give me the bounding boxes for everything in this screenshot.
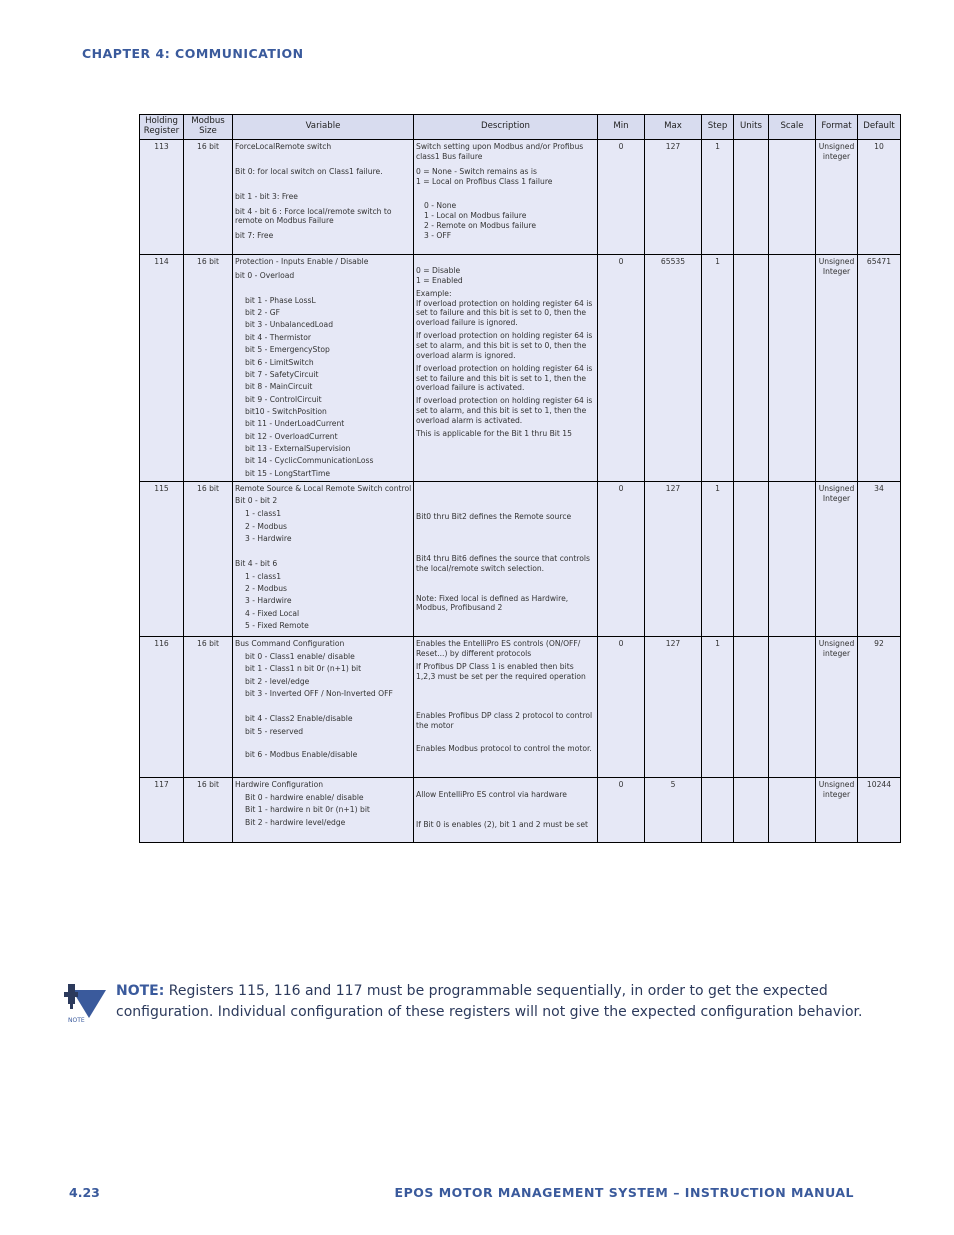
table-row	[140, 778, 901, 843]
format-cell: Unsigned integer	[816, 778, 858, 843]
description-line: Enables Modbus protocol to control the motor.	[416, 744, 592, 754]
note-body: Registers 115, 116 and 117 must be programmable sequentially, in order to get the expected configuration. Individual configuration of these registers will not give the expected configuration behavior.	[116, 983, 863, 1020]
scale-cell	[769, 778, 816, 843]
size-cell: 16 bit	[184, 637, 233, 778]
default-cell: 65471	[858, 255, 901, 482]
description-line: 0 = None - Switch remains as is	[416, 166, 537, 176]
variable-line: bit 7 - SafetyCircuit	[245, 369, 319, 379]
variable-line: bit 4 - bit 6 : Force local/remote switch to remote on Modbus Failure	[235, 206, 392, 226]
description-cell	[414, 255, 598, 482]
description-line: Example:	[416, 288, 452, 298]
col-header: Max	[645, 115, 702, 140]
scale-cell	[769, 255, 816, 482]
col-header: Holding Register	[140, 115, 184, 140]
variable-line: ForceLocalRemote switch	[235, 142, 332, 151]
description-line: 2 - Remote on Modbus failure	[424, 221, 536, 231]
register-cell: 116	[140, 637, 184, 778]
table-header-row	[140, 115, 901, 140]
max-cell: 65535	[645, 255, 702, 482]
variable-line: 2 - Modbus	[245, 521, 288, 531]
table-row	[140, 482, 901, 637]
min-cell: 0	[598, 482, 645, 637]
variable-line: bit 9 - ControlCircuit	[245, 394, 322, 404]
variable-line: bit 14 - CyclicCommunicationLoss	[245, 456, 374, 466]
variable-line: bit 1 - bit 3: Free	[235, 191, 298, 201]
description-cell	[414, 778, 598, 843]
description-line: If overload protection on holding register 64 is set to alarm, and this bit is set to 0, then the overload alarm is ignored.	[416, 331, 593, 360]
step-cell: 1	[702, 255, 734, 482]
units-cell	[734, 140, 769, 255]
format-cell: Unsigned Integer	[816, 255, 858, 482]
variable-line: Protection - Inputs Enable / Disable	[235, 257, 369, 266]
col-header: Description	[414, 115, 598, 140]
size-cell: 16 bit	[184, 255, 233, 482]
col-header: Modbus Size	[184, 115, 233, 140]
variable-line: bit 5 - reserved	[245, 726, 304, 736]
step-cell: 1	[702, 140, 734, 255]
variable-line: Hardwire Configuration	[235, 780, 324, 789]
size-cell: 16 bit	[184, 778, 233, 843]
max-cell: 127	[645, 482, 702, 637]
variable-line: 2 - Modbus	[245, 584, 288, 594]
default-cell: 10244	[858, 778, 901, 843]
col-header: Format	[816, 115, 858, 140]
register-table	[139, 114, 901, 843]
variable-line: bit 0 - Overload	[235, 270, 295, 280]
description-line: If Bit 0 is enables (2), bit 1 and 2 must be set	[416, 819, 589, 829]
description-line: If Profibus DP Class 1 is enabled then bits 1,2,3 must be set per the required operation	[416, 661, 586, 681]
manual-title: EPOS MOTOR MANAGEMENT SYSTEM – INSTRUCTION MANUAL	[394, 1185, 854, 1200]
note-label: NOTE:	[116, 983, 165, 999]
step-cell: 1	[702, 482, 734, 637]
variable-line: bit 3 - Inverted OFF / Non-Inverted OFF	[245, 688, 393, 698]
variable-line: bit 13 - ExternalSupervision	[245, 444, 351, 454]
col-header: Variable	[233, 115, 414, 140]
variable-line: 5 - Fixed Remote	[245, 621, 309, 631]
variable-line: bit 1 - Class1 n bit 0r (n+1) bit	[245, 664, 362, 674]
note-icon	[64, 982, 108, 1024]
note-paragraph	[116, 981, 916, 1023]
scale-cell	[769, 482, 816, 637]
register-cell: 117	[140, 778, 184, 843]
table-row	[140, 637, 901, 778]
max-cell: 127	[645, 637, 702, 778]
register-cell: 113	[140, 140, 184, 255]
variable-line: Bit 2 - hardwire level/edge	[245, 817, 346, 827]
default-cell: 92	[858, 637, 901, 778]
description-line: 3 - OFF	[424, 231, 452, 241]
variable-line: Bit 0 - bit 2	[235, 496, 278, 506]
description-cell	[414, 482, 598, 637]
description-line: If overload protection on holding register 64 is set to alarm, and this bit is set to 1, then the overload alarm is activated.	[416, 396, 593, 426]
variable-line: bit 2 - level/edge	[245, 676, 310, 686]
variable-line: bit 3 - UnbalancedLoad	[245, 320, 334, 330]
description-line: 1 = Enabled	[416, 275, 463, 285]
variable-line: 3 - Hardwire	[245, 596, 292, 606]
variable-line: Bus Command Configuration	[235, 639, 345, 648]
description-line: Enables Profibus DP class 2 protocol to control the motor	[416, 711, 593, 731]
min-cell: 0	[598, 140, 645, 255]
variable-line: bit 0 - Class1 enable/ disable	[245, 651, 355, 661]
chapter-heading: CHAPTER 4: COMMUNICATION	[82, 46, 304, 61]
variable-line: bit 4 - Thermistor	[245, 332, 312, 342]
variable-line: bit 5 - EmergencyStop	[245, 345, 330, 355]
scale-cell	[769, 140, 816, 255]
table-row	[140, 140, 901, 255]
variable-line: bit 6 - Modbus Enable/disable	[245, 749, 358, 759]
min-cell: 0	[598, 637, 645, 778]
max-cell: 5	[645, 778, 702, 843]
description-line: Switch setting upon Modbus and/or Profibus class1 Bus failure	[416, 142, 584, 161]
description-line: Allow EntelliPro ES control via hardware	[416, 790, 567, 799]
description-line: 1 = Local on Profibus Class 1 failure	[416, 176, 553, 186]
size-cell: 16 bit	[184, 140, 233, 255]
variable-line: bit 11 - UnderLoadCurrent	[245, 419, 345, 429]
max-cell: 127	[645, 140, 702, 255]
format-cell: Unsigned Integer	[816, 482, 858, 637]
description-cell	[414, 140, 598, 255]
description-line: If overload protection on holding register 64 is set to failure and this bit is set to 1, then the overload failure is activated.	[416, 363, 593, 393]
units-cell	[734, 482, 769, 637]
variable-line: bit 8 - MainCircuit	[245, 382, 313, 392]
variable-line: bit 7: Free	[235, 231, 274, 241]
description-line: 0 - None	[424, 201, 457, 211]
description-line: Enables the EntelliPro ES controls (ON/OFF/ Reset...) by different protocols	[416, 639, 581, 658]
page-number: 4.23	[69, 1185, 100, 1200]
variable-cell	[233, 637, 414, 778]
step-cell: 1	[702, 637, 734, 778]
format-cell: Unsigned integer	[816, 637, 858, 778]
format-cell: Unsigned integer	[816, 140, 858, 255]
register-cell: 115	[140, 482, 184, 637]
variable-cell	[233, 140, 414, 255]
variable-line: bit 6 - LimitSwitch	[245, 357, 314, 367]
default-cell: 10	[858, 140, 901, 255]
description-line: If overload protection on holding register 64 is set to failure and this bit is set to 0, then the overload failure is ignored.	[416, 298, 593, 328]
variable-line: 3 - Hardwire	[245, 533, 292, 543]
variable-line: bit 4 - Class2 Enable/disable	[245, 713, 353, 723]
variable-line: 4 - Fixed Local	[245, 608, 300, 618]
description-cell	[414, 637, 598, 778]
variable-line: Remote Source & Local Remote Switch control	[235, 484, 412, 493]
description-line: Note: Fixed local is defined as Hardwire, Modbus, Profibusand 2	[416, 593, 569, 613]
scale-cell	[769, 637, 816, 778]
units-cell	[734, 637, 769, 778]
description-line: This is applicable for the Bit 1 thru Bit 15	[416, 428, 572, 438]
min-cell: 0	[598, 255, 645, 482]
default-cell: 34	[858, 482, 901, 637]
register-cell: 114	[140, 255, 184, 482]
min-cell: 0	[598, 778, 645, 843]
variable-cell	[233, 255, 414, 482]
variable-line: Bit 1 - hardwire n bit 0r (n+1) bit	[245, 805, 370, 815]
variable-line: bit 1 - Phase LossL	[245, 295, 316, 305]
col-header: Units	[734, 115, 769, 140]
variable-line: bit 15 - LongStartTime	[245, 468, 331, 478]
note-icon-caption: NOTE	[68, 1017, 85, 1024]
variable-line: 1 - class1	[245, 509, 282, 519]
variable-line: 1 - class1	[245, 571, 282, 581]
step-cell	[702, 778, 734, 843]
col-header: Default	[858, 115, 901, 140]
variable-line: Bit 0 - hardwire enable/ disable	[245, 792, 364, 802]
description-line: 0 = Disable	[416, 266, 461, 275]
col-header: Scale	[769, 115, 816, 140]
description-line: Bit4 thru Bit6 defines the source that controls the local/remote switch selection.	[416, 553, 590, 573]
table-row	[140, 255, 901, 482]
size-cell: 16 bit	[184, 482, 233, 637]
variable-line: bit 12 - OverloadCurrent	[245, 431, 338, 441]
variable-cell	[233, 778, 414, 843]
variable-line: bit10 - SwitchPosition	[245, 406, 327, 416]
units-cell	[734, 255, 769, 482]
variable-line: Bit 0: for local switch on Class1 failure.	[235, 166, 383, 176]
description-line: Bit0 thru Bit2 defines the Remote source	[416, 512, 572, 521]
variable-cell	[233, 482, 414, 637]
col-header: Step	[702, 115, 734, 140]
variable-line: bit 2 - GF	[245, 308, 280, 318]
col-header: Min	[598, 115, 645, 140]
description-line: 1 - Local on Modbus failure	[424, 211, 527, 221]
variable-line: Bit 4 - bit 6	[235, 558, 278, 568]
units-cell	[734, 778, 769, 843]
